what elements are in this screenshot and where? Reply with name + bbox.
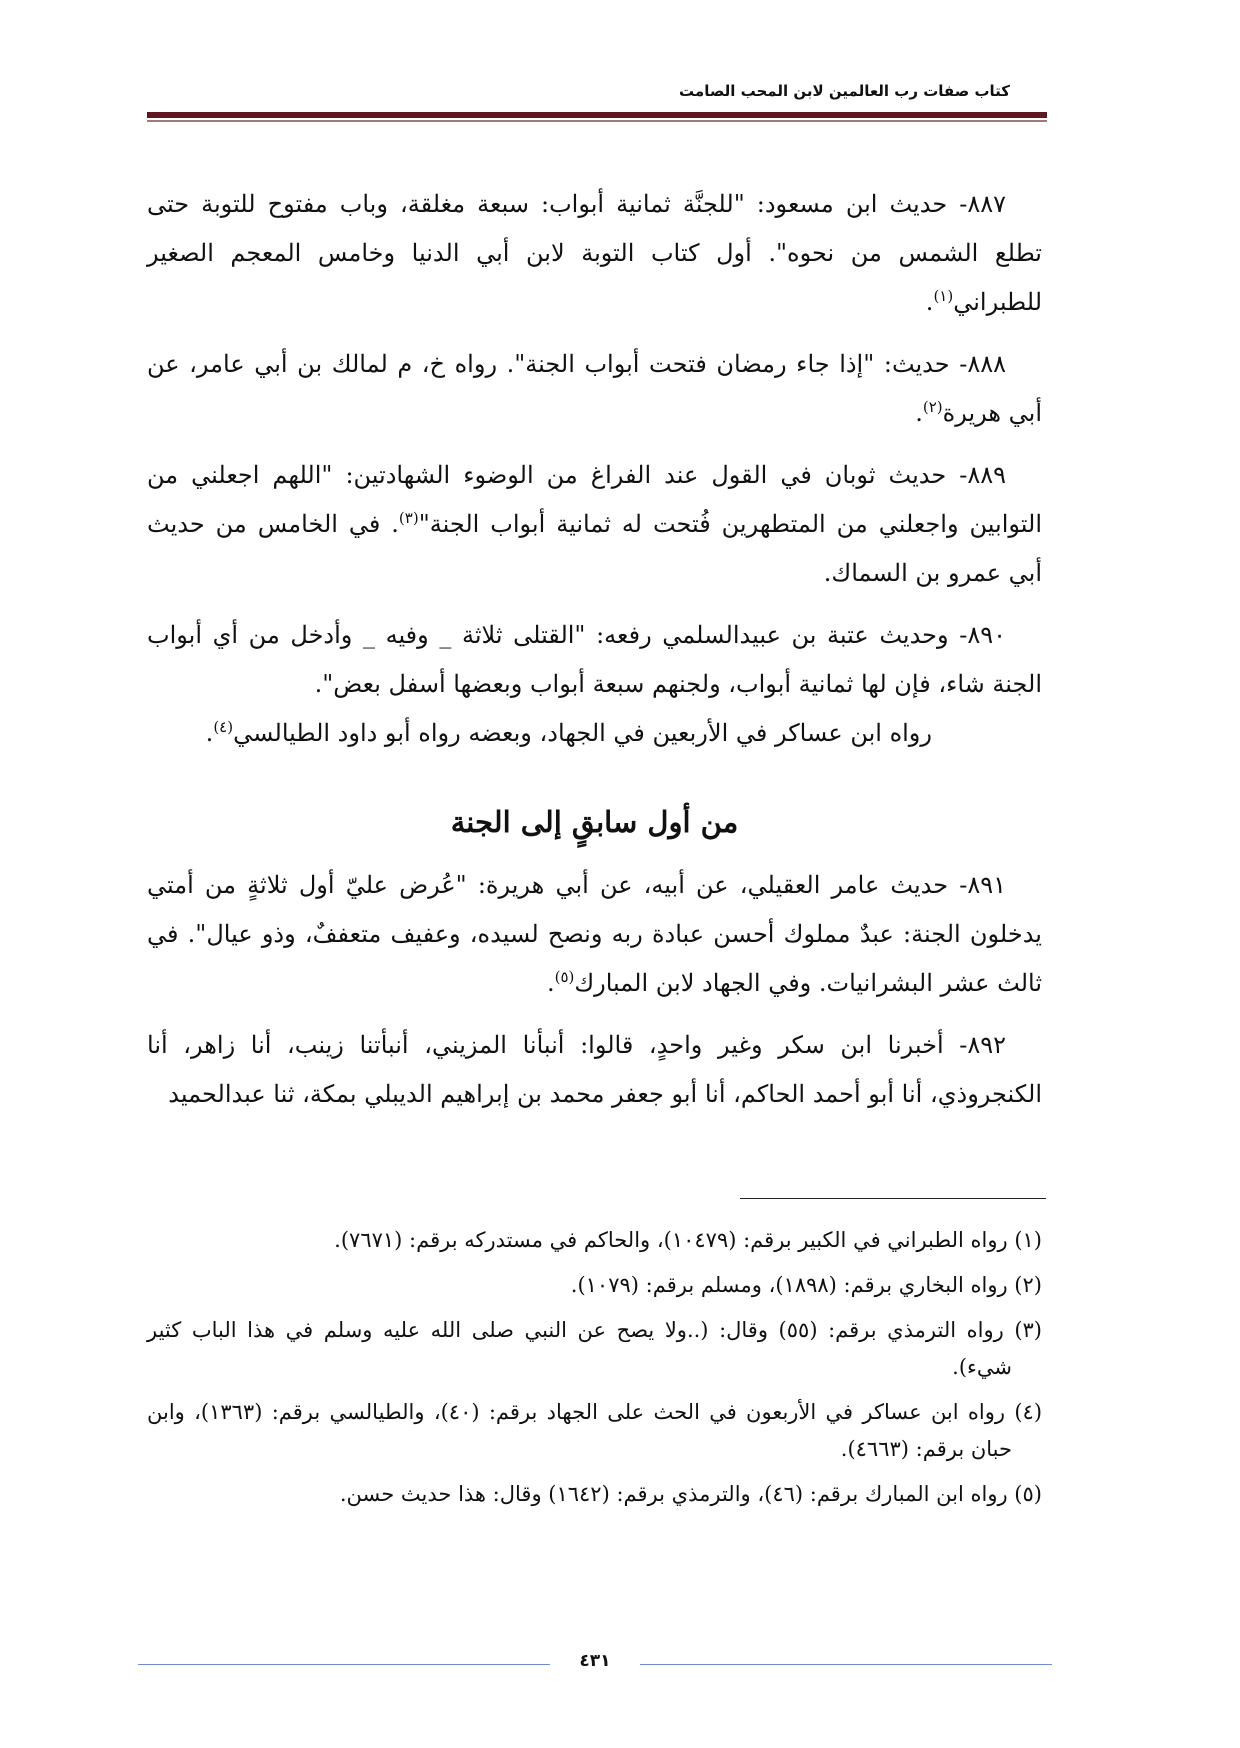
paragraph-890-continued: رواه ابن عساكر في الأربعين في الجهاد، وبعضه رواه أبو داود الطيالسي$^{(٤)}$. [205, 718, 932, 747]
main-text [147, 180, 1042, 1132]
section-heading: من أول سابقٍ إلى الجنة [450, 805, 739, 839]
paragraph-891: ٨٩١- حديث عامر العقيلي، عن أبيه، عن أبي هريرة: "عُرض عليّ أول ثلاثةٍ من أمتي يدخلون الجنة: عبدٌ مملوك أحسن عبادة ربه ونصح لسيده، وعفيف متعففٌ، وذو عيال". في ثالث عشر البشرانيات. وفي الجهاد لابن المبارك$^{(٥)}$. [147, 871, 1042, 997]
paragraph-888: ٨٨٨- حديث: "إذا جاء رمضان فتحت أبواب الجنة". رواه خ، م لمالك بن أبي عامر، عن أبي هريرة$^{(٢)}$. [147, 350, 1042, 427]
paragraph-887: ٨٨٧- حديث ابن مسعود: "للجنَّة ثمانية أبواب: سبعة مغلقة، وباب مفتوح للتوبة حتى تطلع الشمس من نحوه". أول كتاب التوبة لابن أبي الدنيا وخامس المعجم الصغير للطبراني$^{(١)}$. [147, 190, 1042, 316]
footnote-5: (٥) رواه ابن المبارك برقم: (٤٦)، والترمذي برقم: (١٦٤٢) وقال: هذا حديث حسن. [339, 1482, 1042, 1506]
footnote-separator [740, 1198, 1046, 1199]
page-number: ٤٣١ [579, 1651, 611, 1671]
footer-rule-right [640, 1664, 1052, 1665]
footnote-ref-3[interactable]: (٣) [398, 509, 419, 527]
header-rule [147, 112, 1047, 118]
footnote-ref-5[interactable]: (٥) [554, 968, 575, 986]
footnotes [147, 1222, 1042, 1521]
footnote-3: (٣) رواه الترمذي برقم: (٥٥) وقال: (..ولا يصح عن النبي صلى الله عليه وسلم في هذا الباب كثير شيء). [147, 1318, 1042, 1379]
paragraph-892: ٨٩٢- أخبرنا ابن سكر وغير واحدٍ، قالوا: أنبأنا المزيني، أنبأتنا زينب، أنا زاهر، أنا الكنجروذي، أنا أبو أحمد الحاكم، أنا أبو جعفر محمد بن إبراهيم الديبلي بمكة، ثنا عبدالحميد [147, 1031, 1042, 1108]
footnote-2: (٢) رواه البخاري برقم: (١٨٩٨)، ومسلم برقم: (١٠٧٩). [570, 1273, 1042, 1297]
paragraph-889: ٨٨٩- حديث ثوبان في القول عند الفراغ من الوضوء الشهادتين: "اللهم اجعلني من التوابين واجعلني من المتطهرين فُتحت له ثمانية أبواب الجنة"$^{(٣)}$. في الخامس من حديث أبي عمرو بن السماك. [147, 461, 1042, 587]
footnote-1: (١) رواه الطبراني في الكبير برقم: (١٠٤٧٩)، والحاكم في مستدركه برقم: (٧٦٧١). [334, 1228, 1042, 1252]
footnote-ref-1[interactable]: (١) [933, 287, 954, 305]
running-header-title: كتاب صفات رب العالمين لابن المحب الصامت [679, 82, 1010, 100]
header-rule-thin [147, 120, 1047, 122]
footnote-4: (٤) رواه ابن عساكر في الأربعون في الحث على الجهاد برقم: (٤٠)، والطيالسي برقم: (١٣٦٣)، وابن حبان برقم: (٤٦٦٣). [147, 1400, 1043, 1461]
footnote-ref-4[interactable]: (٤) [213, 718, 234, 736]
footer-rule-left [138, 1664, 550, 1665]
paragraph-890: ٨٩٠- وحديث عتبة بن عبيدالسلمي رفعه: "القتلى ثلاثة _ وفيه _ وأدخل من أي أبواب الجنة شاء، فإن لها ثمانية أبواب، ولجنهم سبعة أبواب وبعضها أسفل بعض". [147, 621, 1042, 698]
footnote-ref-2[interactable]: (٢) [922, 398, 943, 416]
